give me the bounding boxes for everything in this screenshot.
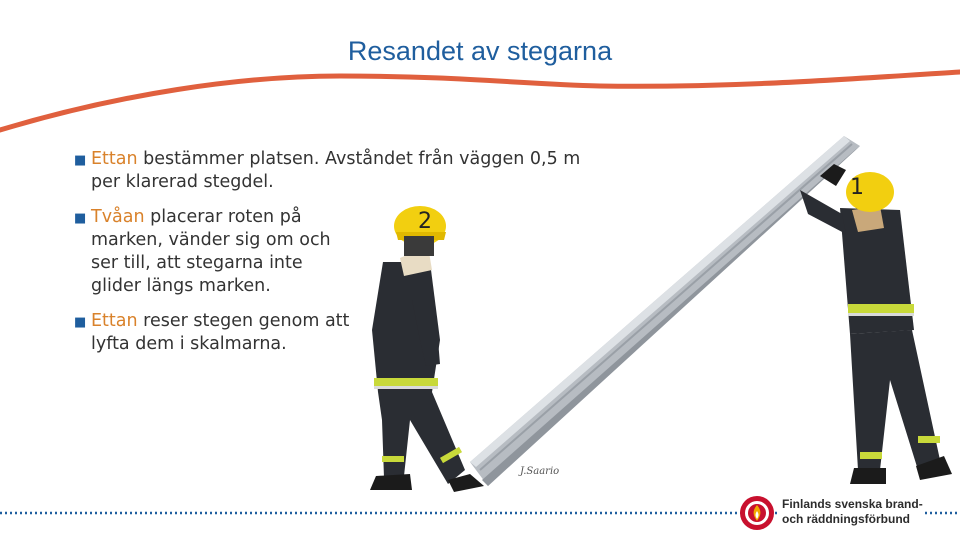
fire-emblem-icon — [738, 494, 776, 532]
logo-line-2: och räddningsförbund — [782, 512, 910, 526]
bullet-marker-icon: ■ — [74, 211, 87, 226]
bullet-text: reser stegen genom att lyfta dem i skalmarna. — [91, 311, 350, 354]
bullet-text: bestämmer platsen. Avståndet från väggen 0,5 m per klarerad stegdel. — [91, 149, 581, 192]
bullet-highlight: Ettan — [91, 311, 138, 331]
organization-logo — [738, 494, 960, 534]
logo-text — [780, 497, 925, 527]
bullet-marker-icon: ■ — [74, 153, 87, 168]
firefighter-one — [800, 164, 952, 484]
photo-signature: J.Saario — [520, 466, 560, 477]
helmet-number-right: 1 — [850, 175, 864, 200]
bullet-item — [74, 206, 351, 298]
helmet-number-left: 2 — [418, 209, 432, 234]
bullet-text: placerar roten på marken, vänder sig om och ser till, att stegarna inte glider längs marken. — [91, 207, 331, 296]
bullet-marker-icon: ■ — [74, 315, 87, 330]
bullet-list — [74, 148, 594, 368]
bullet-item — [74, 148, 591, 194]
slide-title: Resandet av stegarna — [347, 36, 613, 66]
bullet-highlight: Tvåan — [91, 207, 145, 227]
logo-line-1: Finlands svenska brand- — [782, 497, 923, 511]
bullet-highlight: Ettan — [91, 149, 138, 169]
bullet-item — [74, 310, 371, 356]
